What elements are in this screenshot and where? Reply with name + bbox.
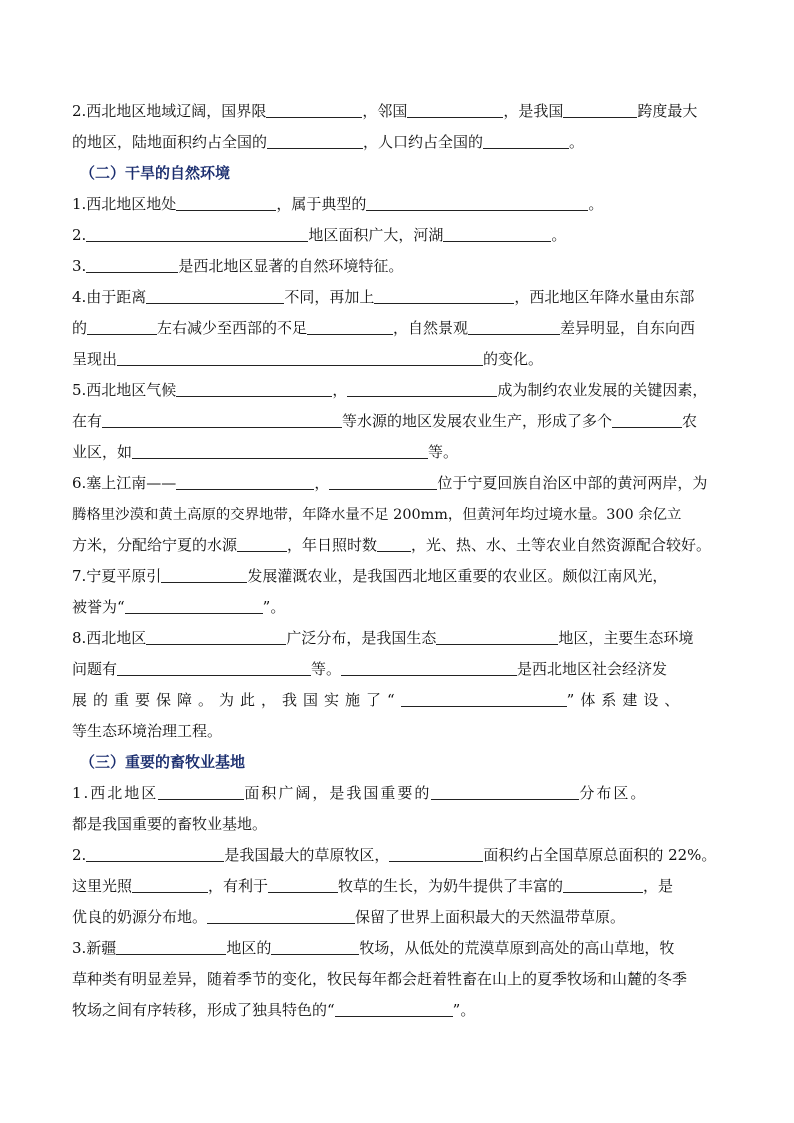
blank-rivers-lakes[interactable]	[443, 226, 551, 242]
s4-text: ，自然景观	[393, 319, 469, 337]
t2-text: ，是	[643, 877, 674, 895]
s4-line-3	[72, 344, 724, 375]
t1-text: 都是我国重要的畜牧业基地。	[72, 815, 268, 833]
s8-text: 展的重要保障。为此，我国实施了“	[72, 691, 401, 709]
s4-text: 左右减少至西部的不足	[157, 319, 308, 337]
s4-text: ，西北地区年降水量由东部	[514, 288, 695, 306]
s4-line-1	[72, 282, 724, 313]
t3-text: 地区的	[226, 939, 272, 957]
s1-text: ，属于典型的	[276, 195, 367, 213]
t1-text: 分布区。	[579, 784, 648, 802]
s3-line	[72, 251, 724, 282]
s7-text: 发展灌溉农业，是我国西北地区重要的农业区。颇似江南风光，	[247, 567, 668, 585]
q2-text: 。	[569, 133, 585, 151]
blank-climate-type[interactable]	[366, 195, 588, 211]
blank-limiting-factor[interactable]	[347, 381, 497, 397]
t2-text: 牧草的生长，为奶牛提供了丰富的	[338, 877, 564, 895]
t3-text: 3.新疆	[72, 939, 117, 957]
s5-text: 等。	[428, 443, 459, 461]
s2-text: 。	[551, 226, 567, 244]
s4-text: 的	[72, 319, 88, 337]
t2-line-2	[72, 871, 724, 902]
s8-text: 问题有	[72, 660, 118, 678]
t1-line-1	[72, 778, 724, 809]
s4-line-2	[72, 313, 724, 344]
t2-text: 2.	[72, 846, 87, 864]
s4-text: 的变化。	[483, 350, 544, 368]
blank-neighbors[interactable]	[407, 102, 503, 118]
s5-text: 等水源的地区发展农业生产，形成了多个	[342, 412, 613, 430]
t1-text: 1.西北地区	[72, 784, 159, 802]
blank-east-rain[interactable]	[87, 319, 157, 335]
blank-desert-type[interactable]	[146, 629, 286, 645]
s6-text: ，光、热、水、土等农业自然资源配合较好。	[411, 536, 712, 554]
t3-line-3	[72, 995, 724, 1026]
blank-nickname[interactable]	[125, 598, 263, 614]
s7-text: ”。	[262, 598, 286, 616]
q2-text: 跨度最大	[637, 102, 698, 120]
blank-agri-type[interactable]	[612, 412, 682, 428]
s1-line	[72, 189, 724, 220]
s8-text: 是西北地区社会经济发	[517, 660, 668, 678]
blank-water-alloc[interactable]	[237, 536, 287, 552]
s2-text: 地区面积广大，河湖	[308, 226, 444, 244]
blank-water-sources[interactable]	[102, 412, 342, 428]
s8-line-1	[72, 623, 724, 654]
s4-text: 呈现出	[72, 350, 118, 368]
blank-irrigation-source[interactable]	[161, 567, 247, 583]
t3-line-2	[72, 964, 724, 995]
s5-text: 业区，如	[72, 443, 133, 461]
blank-pop-share[interactable]	[483, 133, 569, 149]
s5-text: ，	[332, 381, 348, 399]
s8-text: ”体系建设、	[566, 691, 686, 709]
s8-line-2	[72, 654, 724, 685]
s4-text: 差异明显，自东向西	[560, 319, 696, 337]
s5-text: 在有	[72, 412, 103, 430]
blank-west-rain[interactable]	[307, 319, 393, 335]
blank-border-length[interactable]	[266, 102, 362, 118]
blank-temperate-grassland[interactable]	[207, 908, 355, 924]
blank-grassland-2[interactable]	[389, 846, 483, 862]
s6-text: ，	[314, 474, 330, 492]
blank-eco-status[interactable]	[436, 629, 558, 645]
blank-climate[interactable]	[176, 381, 332, 397]
q2-text: ，是我国	[503, 102, 564, 120]
section-heading-pastoral: （三）重要的畜牧业基地	[80, 753, 246, 771]
blank-distribution[interactable]	[431, 784, 579, 800]
t1-line-2	[72, 809, 724, 840]
s3-text: 3.	[72, 257, 87, 275]
s1-text: 1.西北地区地处	[72, 195, 177, 213]
section-heading-arid: （二）干旱的自然环境	[80, 164, 231, 182]
s5-line-2	[72, 406, 724, 437]
blank-factor[interactable]	[374, 288, 514, 304]
worksheet	[72, 96, 724, 1026]
blank-largest-pasture[interactable]	[86, 846, 224, 862]
blank-transhumance[interactable]	[335, 1001, 453, 1017]
blank-landscape[interactable]	[468, 319, 560, 335]
s3-text: 是西北地区显著的自然环境特征。	[178, 257, 404, 275]
blank-key-feature[interactable]	[86, 257, 178, 273]
s8-text: 广泛分布，是我国生态	[286, 629, 437, 647]
s8-text: 地区，主要生态环境	[558, 629, 694, 647]
s6-text: ，年日照时数	[287, 536, 378, 554]
blank-sunlight[interactable]	[132, 877, 208, 893]
s4-text: 不同，再加上	[284, 288, 375, 306]
s6-line-2	[72, 499, 724, 530]
t3-line-1	[72, 933, 724, 964]
blank-landscape-change[interactable]	[117, 350, 483, 366]
t2-text: 这里光照	[72, 877, 133, 895]
blank-span[interactable]	[563, 102, 637, 118]
s5-text: 成为制约农业发展的关键因素，	[497, 381, 708, 399]
t2-text: 优良的奶源分布地。	[72, 908, 208, 926]
s8-text: 等生态环境治理工程。	[72, 722, 223, 740]
s1-text: 。	[588, 195, 604, 213]
t2-line-3	[72, 902, 724, 933]
s6-text: 方米，分配给宁夏的水源	[72, 536, 238, 554]
s5-line-1	[72, 375, 724, 406]
blank-location[interactable]	[176, 195, 276, 211]
t3-text: 草种类有明显差异，随着季节的变化，牧民每年都会赶着牲畜在山上的夏季牧场和山麓的冬季	[72, 970, 688, 988]
q2-line-1	[72, 96, 724, 127]
t3-text: ”。	[452, 1001, 476, 1019]
s6-line-3	[72, 530, 724, 561]
blank-examples[interactable]	[132, 443, 428, 459]
blank-pasture-type[interactable]	[271, 939, 359, 955]
q2-line-2	[72, 127, 724, 158]
blank-region-name[interactable]	[176, 474, 314, 490]
t2-text: 保留了世界上面积最大的天然温带草原。	[355, 908, 626, 926]
s2-line	[72, 220, 724, 251]
q2-text: 2.西北地区地域辽阔，国界限	[72, 102, 267, 120]
s5-text: 5.西北地区气候	[72, 381, 177, 399]
t2-text: ，有利于	[208, 877, 269, 895]
blank-xinjiang-region[interactable]	[116, 939, 226, 955]
q2-text: 的地区，陆地面积约占全国的	[72, 133, 268, 151]
blank-grass-type[interactable]	[268, 877, 338, 893]
s6-text: 位于宁夏回族自治区中部的黄河两岸，为	[437, 474, 708, 492]
t3-text: 牧场之间有序转移，形成了独具特色的“	[72, 1001, 335, 1019]
s5-line-3	[72, 437, 724, 468]
blank-distance[interactable]	[146, 288, 284, 304]
s7-line-2	[72, 592, 724, 623]
blank-fodder[interactable]	[563, 877, 643, 893]
t3-text: 牧场，从低处的荒漠草原到高处的高山草地，牧	[359, 939, 675, 957]
t1-text: 面积广阔，是我国重要的	[244, 784, 432, 802]
s7-line-1	[72, 561, 724, 592]
blank-land-share[interactable]	[267, 133, 363, 149]
s8-text: 8.西北地区	[72, 629, 147, 647]
q2-text: ，人口约占全国的	[363, 133, 484, 151]
s8-text: 等。	[311, 660, 342, 678]
blank-terrain[interactable]	[86, 226, 308, 242]
s2-text: 2.	[72, 226, 87, 244]
s6-text: 6.塞上江南——	[72, 474, 177, 492]
blank-plain-name[interactable]	[329, 474, 437, 490]
t2-line-1	[72, 840, 724, 871]
s8-line-4	[72, 716, 724, 747]
s7-text: 被誉为“	[72, 598, 125, 616]
blank-sunshine[interactable]	[377, 536, 411, 552]
q2-text: ，邻国	[362, 102, 408, 120]
s7-text: 7.宁夏平原引	[72, 567, 162, 585]
s5-text: 农	[682, 412, 698, 430]
s6-line-1	[72, 468, 724, 499]
blank-grassland[interactable]	[158, 784, 244, 800]
blank-shelterbelt[interactable]	[401, 691, 567, 707]
t2-text: 面积约占全国草原总面积的 22%。	[483, 846, 717, 864]
s4-text: 4.由于距离	[72, 288, 147, 306]
blank-eco-problems[interactable]	[117, 660, 311, 676]
blank-eco-protection[interactable]	[341, 660, 517, 676]
s8-line-3	[72, 685, 724, 716]
t2-text: 是我国最大的草原牧区，	[224, 846, 390, 864]
s6-text: 腾格里沙漠和黄土高原的交界地带，年降水量不足 200mm，但黄河年均过境水量。300 余亿立	[72, 507, 682, 523]
